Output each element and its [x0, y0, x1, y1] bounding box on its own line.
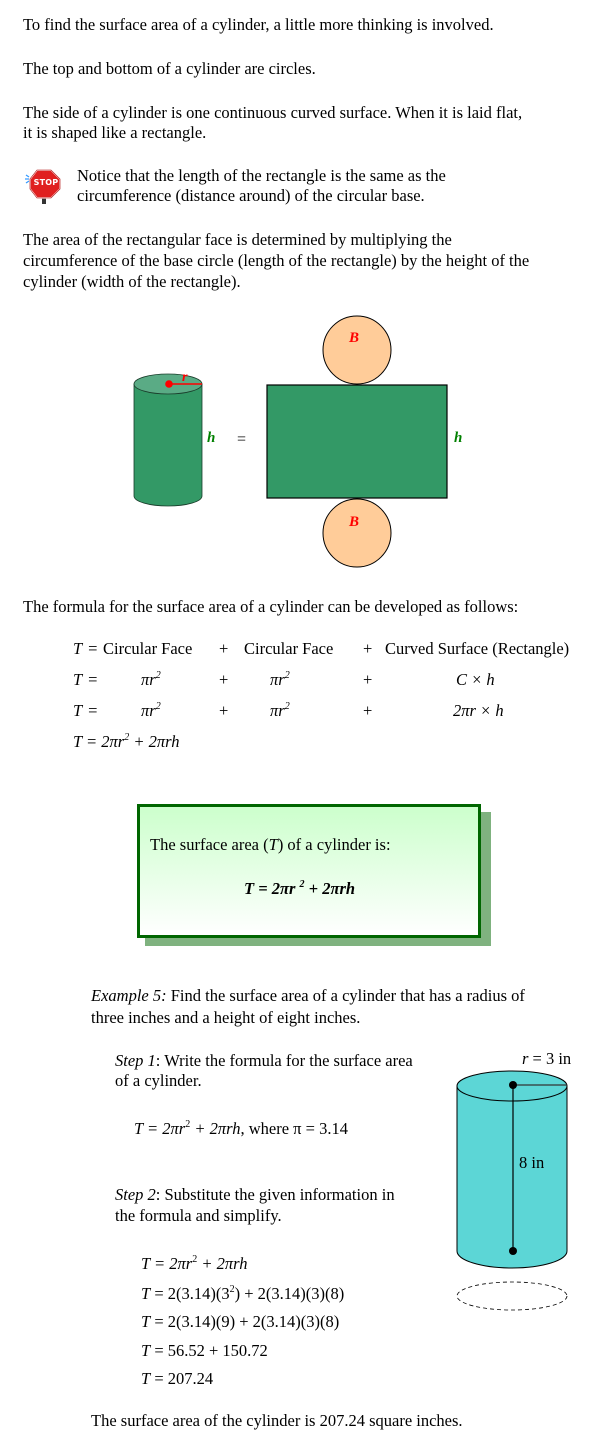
- area-text-line-3: cylinder (width of the rectangle).: [23, 272, 241, 291]
- step-1-formula: $T = 2\pi r^2 + 2\pi rh$, where π = 3.14: [134, 1119, 348, 1138]
- formula-row-1-term-1: Circular Face: [103, 639, 193, 658]
- cylinder-net-diagram: [120, 300, 500, 580]
- formula-row-1-term-3: Curved Surface (Rectangle): [385, 639, 570, 658]
- summary-box-formula: T = 2πr $^2$ + 2πrh: [244, 879, 356, 898]
- cylinder-height-label: h: [207, 430, 216, 446]
- summary-box-text: The surface area (T) of a cylinder is:: [150, 835, 391, 854]
- formula-row-3: [73, 700, 603, 722]
- area-text-line-2: circumference of the base circle (length of the rectangle) by the height of the: [23, 251, 530, 270]
- formula-row-2-term-2: $\pi r^2$: [270, 670, 290, 689]
- equals-sign: =: [237, 431, 247, 448]
- example-line-2: three inches and a height of eight inches.: [91, 1008, 361, 1027]
- formula-row-3-plus-2: +: [363, 701, 373, 720]
- step-2-line-1: Step 2: Substitute the given information in: [115, 1185, 395, 1204]
- formula-row-3-plus-1: +: [219, 701, 229, 720]
- solution-step-5: T = 207.24: [141, 1369, 214, 1388]
- formula-row-2-lhs: T: [73, 670, 83, 689]
- solution-step-2: $T = 2(3.14)(3^2) + 2(3.14)(3)(8)$: [141, 1284, 345, 1303]
- intro-paragraph-1: To find the surface area of a cylinder, a little more thinking is involved.: [23, 15, 494, 34]
- formula-row-3-eq: =: [84, 701, 98, 720]
- summary-box: [137, 804, 481, 938]
- formula-intro: The formula for the surface area of a cylinder can be developed as follows:: [23, 597, 519, 616]
- step-1-line-1: Step 1: Write the formula for the surface area: [115, 1051, 413, 1070]
- solution-step-4: T = 56.52 + 150.72: [141, 1341, 268, 1360]
- intro-paragraph-3-line-1: The side of a cylinder is one continuous curved surface. When it is laid flat,: [23, 103, 523, 122]
- notice-line-1: Notice that the length of the rectangle is the same as the: [77, 166, 446, 185]
- lateral-rectangle: [267, 385, 447, 498]
- top-base-circle: [323, 316, 391, 384]
- intro-paragraph-2: The top and bottom of a cylinder are circles.: [23, 59, 316, 78]
- formula-row-1-plus-2: +: [363, 639, 373, 658]
- formula-row-1-term-2: Circular Face: [244, 639, 334, 658]
- formula-row-1: [73, 638, 603, 660]
- formula-row-2-term-3: C × h: [456, 670, 495, 689]
- formula-row-3-term-2: $\pi r^2$: [270, 701, 290, 720]
- formula-row-2-term-1: $\pi r^2$: [141, 670, 161, 689]
- intro-paragraph-3-line-2: it is shaped like a rectangle.: [23, 123, 207, 142]
- formula-row-1-eq: =: [84, 639, 98, 658]
- dashed-base-outline: [457, 1282, 567, 1310]
- green-cylinder-shape: [134, 374, 202, 506]
- formula-row-3-term-3: 2πr × h: [453, 701, 504, 720]
- top-base-label: B: [349, 330, 360, 346]
- formula-row-1-lhs: T: [73, 639, 83, 658]
- stop-sign-label: STOP: [33, 178, 59, 187]
- solution-step-3: T = 2(3.14)(9) + 2(3.14)(3)(8): [141, 1312, 340, 1331]
- formula-row-1-plus-1: +: [219, 639, 229, 658]
- formula-row-2: [73, 669, 603, 691]
- stop-sign-icon: [24, 166, 64, 206]
- notice-line-2: circumference (distance around) of the circular base.: [77, 186, 425, 205]
- formula-final: $T = 2\pi r^2 + 2\pi rh$: [73, 732, 180, 751]
- formula-row-2-plus-2: +: [363, 670, 373, 689]
- example-cylinder-diagram: [440, 1040, 610, 1320]
- rectangle-height-label: h: [454, 430, 463, 446]
- solution-step-1: $T = 2\pi r^2 + 2\pi rh$: [141, 1254, 248, 1273]
- radius-label: r: [182, 370, 188, 385]
- formula-row-3-lhs: T: [73, 701, 83, 720]
- conclusion: The surface area of the cylinder is 207.24 square inches.: [91, 1411, 463, 1430]
- height-value-label: 8 in: [519, 1153, 545, 1172]
- radius-value-label: r = 3 in: [522, 1049, 572, 1068]
- area-text-line-1: The area of the rectangular face is determined by multiplying the: [23, 230, 452, 249]
- bottom-base-label: B: [349, 514, 360, 530]
- formula-row-2-plus-1: +: [219, 670, 229, 689]
- formula-row-3-term-1: $\pi r^2$: [141, 701, 161, 720]
- example-line-1: Example 5: Find the surface area of a cylinder that has a radius of: [91, 986, 525, 1005]
- bottom-base-circle: [323, 499, 391, 567]
- step-2-line-2: the formula and simplify.: [115, 1206, 282, 1225]
- formula-row-2-eq: =: [84, 670, 98, 689]
- step-1-line-2: of a cylinder.: [115, 1071, 202, 1090]
